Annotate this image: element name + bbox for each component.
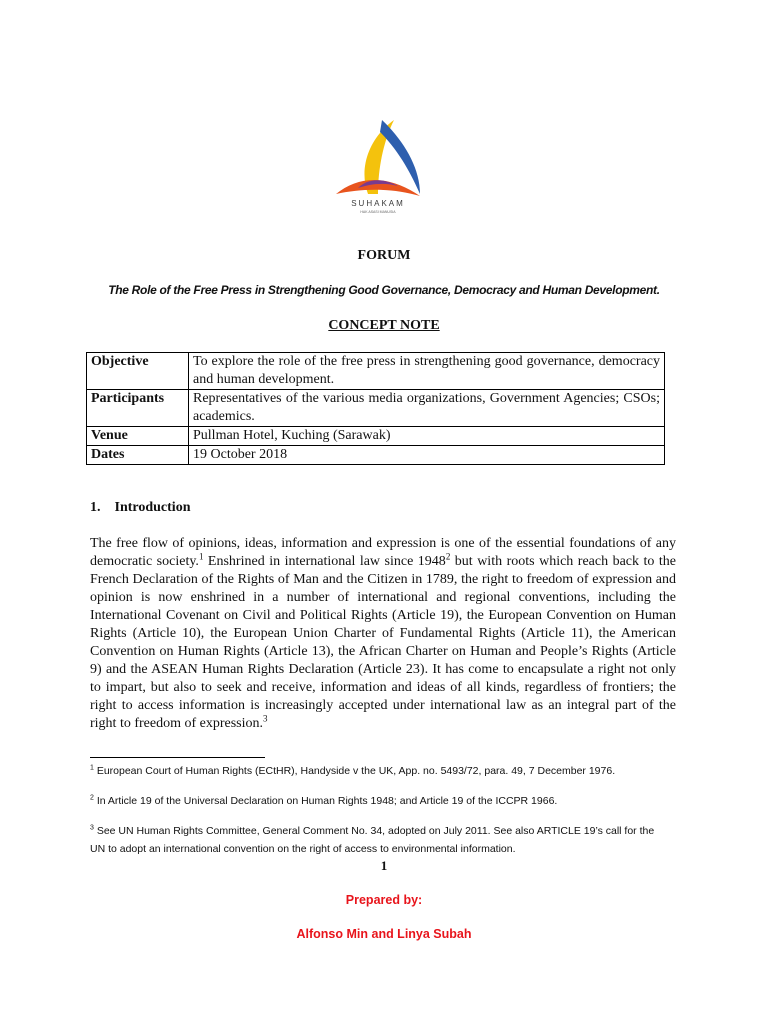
concept-note-heading: CONCEPT NOTE xyxy=(328,318,440,333)
footnote-ref[interactable]: 2 xyxy=(445,551,451,562)
footnote-number: 2 xyxy=(90,794,94,802)
prepared-by-names: Alfonso Min and Linya Subah xyxy=(296,927,472,941)
section-number: 1. xyxy=(90,500,101,515)
paragraph-text: Enshrined in international law since 1948 xyxy=(203,554,446,569)
table-label: Dates xyxy=(87,446,189,465)
footnote xyxy=(90,762,670,780)
table-label: Venue xyxy=(87,427,189,446)
footnote-number: 3 xyxy=(90,824,94,832)
table-label: Objective xyxy=(87,353,189,390)
footnote-text: See UN Human Rights Committee, General Comment No. 34, adopted on July 2011. See also ARTICLE 19’s call for the UN to adopt an international convention on the right of access to environmental information. xyxy=(90,825,655,855)
footnote xyxy=(90,792,670,810)
footnote-text: European Court of Human Rights (ECtHR), Handyside v the UK, App. no. 5493/72, para. 49, 7 December 1976. xyxy=(93,765,616,777)
footnote-text: In Article 19 of the Universal Declaration on Human Rights 1948; and Article 19 of the ICCPR 1966. xyxy=(93,795,558,807)
footnote-divider xyxy=(90,757,265,758)
logo-wordmark: SUHAKAM xyxy=(351,199,405,208)
table-row xyxy=(87,353,665,390)
forum-subtitle: The Role of the Free Press in Strengthening Good Governance, Democracy and Human Development. xyxy=(108,283,660,297)
table-label: Participants xyxy=(87,390,189,427)
paragraph-text: but with roots which reach back to the French Declaration of the Rights of Man and the Citizen in 1789, the right to freedom of expression and opinion is now enshrined in a number of international and regional conventions, including the International Covenant on Civil and Political Rights (Article 19), the European Convention on Human Rights (Article 10), the European Union Charter of Fundamental Rights (Article 11), the American Convention on Human Rights (Article 13), the African Charter on Human and People’s Rights (Article 9) and the ASEAN Human Rights Declaration (Article 23). It has come to encapsulate a right not only to impart, but also to seek and receive, information and ideas of all kinds, regardless of frontiers; the right to access information is increasingly accepted under international law as an integral part of the right to freedom of expression. xyxy=(90,554,677,731)
table-row xyxy=(87,427,665,446)
table-value: Pullman Hotel, Kuching (Sarawak) xyxy=(189,427,665,446)
table-row xyxy=(87,446,665,465)
forum-heading: FORUM xyxy=(357,248,411,263)
page-number: 1 xyxy=(380,858,388,873)
paragraph-text: The free flow of opinions, ideas, information and expression is one of the essential foundations of any democratic society. xyxy=(90,536,676,569)
logo-tagline: HAK ASASI MANUSIA xyxy=(360,210,396,214)
introduction-paragraph xyxy=(90,535,676,733)
footnote-ref[interactable]: 3 xyxy=(263,713,268,724)
footnote xyxy=(90,822,670,858)
footnote-number: 1 xyxy=(90,764,94,772)
footnote-ref[interactable]: 1 xyxy=(198,551,204,562)
info-table xyxy=(86,352,665,465)
table-value: Representatives of the various media organizations, Government Agencies; CSOs; academics. xyxy=(189,390,665,427)
table-row xyxy=(87,390,665,427)
section-heading xyxy=(90,500,190,516)
table-value: 19 October 2018 xyxy=(189,446,665,465)
table-value: To explore the role of the free press in strengthening good governance, democracy and human development. xyxy=(189,353,665,390)
suhakam-logo xyxy=(328,112,428,218)
prepared-by-label: Prepared by: xyxy=(345,893,423,907)
section-title: Introduction xyxy=(114,500,191,515)
